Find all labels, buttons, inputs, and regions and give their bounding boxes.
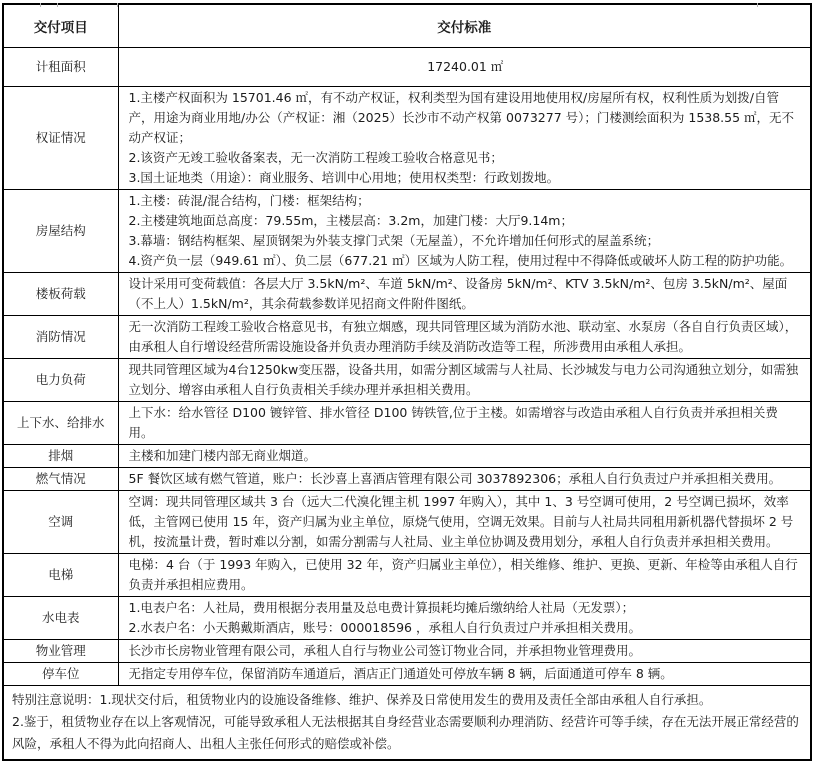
row-label: 排烟 — [3, 445, 118, 468]
table-header-row — [3, 4, 811, 48]
special-notes-row — [3, 686, 811, 761]
content-line: 3.国土证地类（用途）：商业服务、培训中心用地；使用权类型：行政划拨地。 — [128, 170, 560, 185]
content-line: 无指定专用停车位，保留消防车通道后，酒店正门通道处可停放车辆 8 辆，后面通道可停车 8 辆。 — [128, 666, 673, 681]
crop-mark — [117, 3, 118, 7]
row-label: 消防情况 — [3, 316, 118, 359]
content-line: 主楼和加建门楼内部无商业烟道。 — [128, 448, 317, 463]
content-line: 2.该资产无竣工验收备案表，无一次消防工程竣工验收合格意见书； — [128, 150, 503, 165]
row-content — [118, 402, 811, 445]
row-content — [118, 48, 811, 87]
content-line: 设计采用可变荷载值：各层大厅 3.5kN/m²、车道 5kN/m²、设备房 5kN/m²、KTV 3.5kN/m²、包房 3.5kN/m²、屋面（不上人）1.5kN/m²，其余荷载参数详见招商文件附件图纸。 — [128, 276, 788, 311]
content-line: 电梯：4 台（于 1993 年购入，已使用 32 年，资产归属业主单位），相关维修、维护、更换、更新、年检等由承租人自行负责并承担相应费用。 — [128, 557, 798, 592]
content-line: 5F 餐饮区域有燃气管道，账户：长沙喜上喜酒店管理有限公司 3037892306；承租人自行负责过户并承担相关费用。 — [128, 471, 782, 486]
row-content — [118, 190, 811, 273]
table-row — [3, 468, 811, 491]
table-row — [3, 445, 811, 468]
table-row — [3, 597, 811, 640]
header-delivery-standard: 交付标准 — [118, 4, 811, 48]
table-row — [3, 663, 811, 686]
row-label: 计租面积 — [3, 48, 118, 87]
table-row — [3, 87, 811, 190]
content-line: 3.幕墙：钢结构框架、屋顶钢架为外装支撑门式架（无屋盖），不允许增加任何形式的屋盖系统； — [128, 233, 660, 248]
row-content — [118, 491, 811, 554]
row-label: 物业管理 — [3, 640, 118, 663]
row-label: 水电表 — [3, 597, 118, 640]
table-row — [3, 402, 811, 445]
table-row — [3, 640, 811, 663]
row-content — [118, 597, 811, 640]
content-line: 无一次消防工程竣工验收合格意见书，有独立烟感，现共同管理区域为消防水池、联动室、水泵房（各自自行负责区域），由承租人自行增设经营所需设施设备并负责办理消防手续及消防改造等工程，所涉费用由承租人承担。 — [128, 319, 798, 354]
content-line: 4.资产负一层（949.61 ㎡）、负二层（677.21 ㎡）区域为人防工程，使用过程中不得降低或破坏人防工程的防护功能。 — [128, 253, 793, 268]
row-label: 电梯 — [3, 554, 118, 597]
table-row — [3, 316, 811, 359]
special-notes — [3, 686, 811, 761]
row-content — [118, 640, 811, 663]
content-line: 上下水：给水管径 D100 镀锌管、排水管径 D100 铸铁管,位于主楼。如需增容与改造由承租人自行负责并承担相关费用。 — [128, 405, 778, 440]
content-line: 2.水表户名：小天鹅戴斯酒店，账号：000018596 ，承租人自行负责过户并承担相关费用。 — [128, 620, 641, 635]
row-label: 电力负荷 — [3, 359, 118, 402]
row-content — [118, 554, 811, 597]
table-row — [3, 273, 811, 316]
row-content — [118, 316, 811, 359]
content-line: 空调：现共同管理区域共 3 台（远大二代溴化锂主机 1997 年购入），其中 1、3 号空调可使用，2 号空调已损坏，效率低，主管网已使用 15 年，资产归属为业主单位，原烧气使用，空调无效果。目前与人社局共同租用新机器代替损坏 2 号机，按流量计费，暂时难以分割，如需分割需与人社局、业主单位协调及费用划分，承租人自行负责并承担相关费用。 — [128, 494, 794, 549]
row-label: 燃气情况 — [3, 468, 118, 491]
row-label: 上下水、给排水 — [3, 402, 118, 445]
header-delivery-item: 交付项目 — [3, 4, 118, 48]
content-line: 17240.01 ㎡ — [427, 59, 504, 74]
crop-mark — [57, 3, 58, 7]
content-line: 长沙市长房物业管理有限公司，承租人自行与物业公司签订物业合同，并承担物业管理费用。 — [128, 643, 642, 658]
crop-mark — [40, 3, 41, 7]
content-line: 2.主楼建筑地面总高度：79.55m，主楼层高：3.2m，加建门楼：大厅9.14m； — [128, 213, 573, 228]
note-line: 特别注意说明：1.现状交付后，租赁物业内的设施设备维修、维护、保养及日常使用发生的费用及责任全部由承租人自行承担。 — [12, 692, 712, 707]
table-row — [3, 491, 811, 554]
row-content — [118, 273, 811, 316]
delivery-table-body — [3, 48, 811, 761]
content-line: 1.主楼：砖混/混合结构，门楼：框架结构； — [128, 193, 370, 208]
table-row — [3, 359, 811, 402]
row-label: 房屋结构 — [3, 190, 118, 273]
row-content — [118, 87, 811, 190]
content-line: 1.主楼产权面积为 15701.46 ㎡，有不动产权证，权利类型为国有建设用地使用权/房屋所有权，权利性质为划拨/自管产，用途为商业用地/办公（产权证：湘（2025）长沙市不动产权第 0073277 号）；门楼测绘面积为 1538.55 ㎡，无不动产权证； — [128, 90, 795, 145]
row-label: 楼板荷载 — [3, 273, 118, 316]
row-content — [118, 359, 811, 402]
row-content — [118, 445, 811, 468]
note-line: 2.鉴于，租赁物业存在以上客观情况，可能导致承租人无法根据其自身经营业态需要顺利办理消防、经营许可等手续，存在无法开展正常经营的风险，承租人不得为此向招商人、出租人主张任何形式的赔偿或补偿。 — [12, 714, 799, 751]
row-label: 空调 — [3, 491, 118, 554]
row-content — [118, 663, 811, 686]
table-row — [3, 554, 811, 597]
crop-mark — [757, 3, 758, 7]
delivery-standards-table — [2, 3, 812, 761]
row-label: 停车位 — [3, 663, 118, 686]
table-row — [3, 190, 811, 273]
row-label: 权证情况 — [3, 87, 118, 190]
content-line: 现共同管理区域为4台1250kw变压器，设备共用，如需分割区域需与人社局、长沙城发与电力公司沟通独立划分，如需独立划分、增容由承租人自行负责相关手续办理并承担相关费用。 — [128, 362, 799, 397]
content-line: 1.电表户名：人社局，费用根据分表用量及总电费计算损耗均摊后缴纳给人社局（无发票）； — [128, 600, 635, 615]
table-row — [3, 48, 811, 87]
row-content — [118, 468, 811, 491]
